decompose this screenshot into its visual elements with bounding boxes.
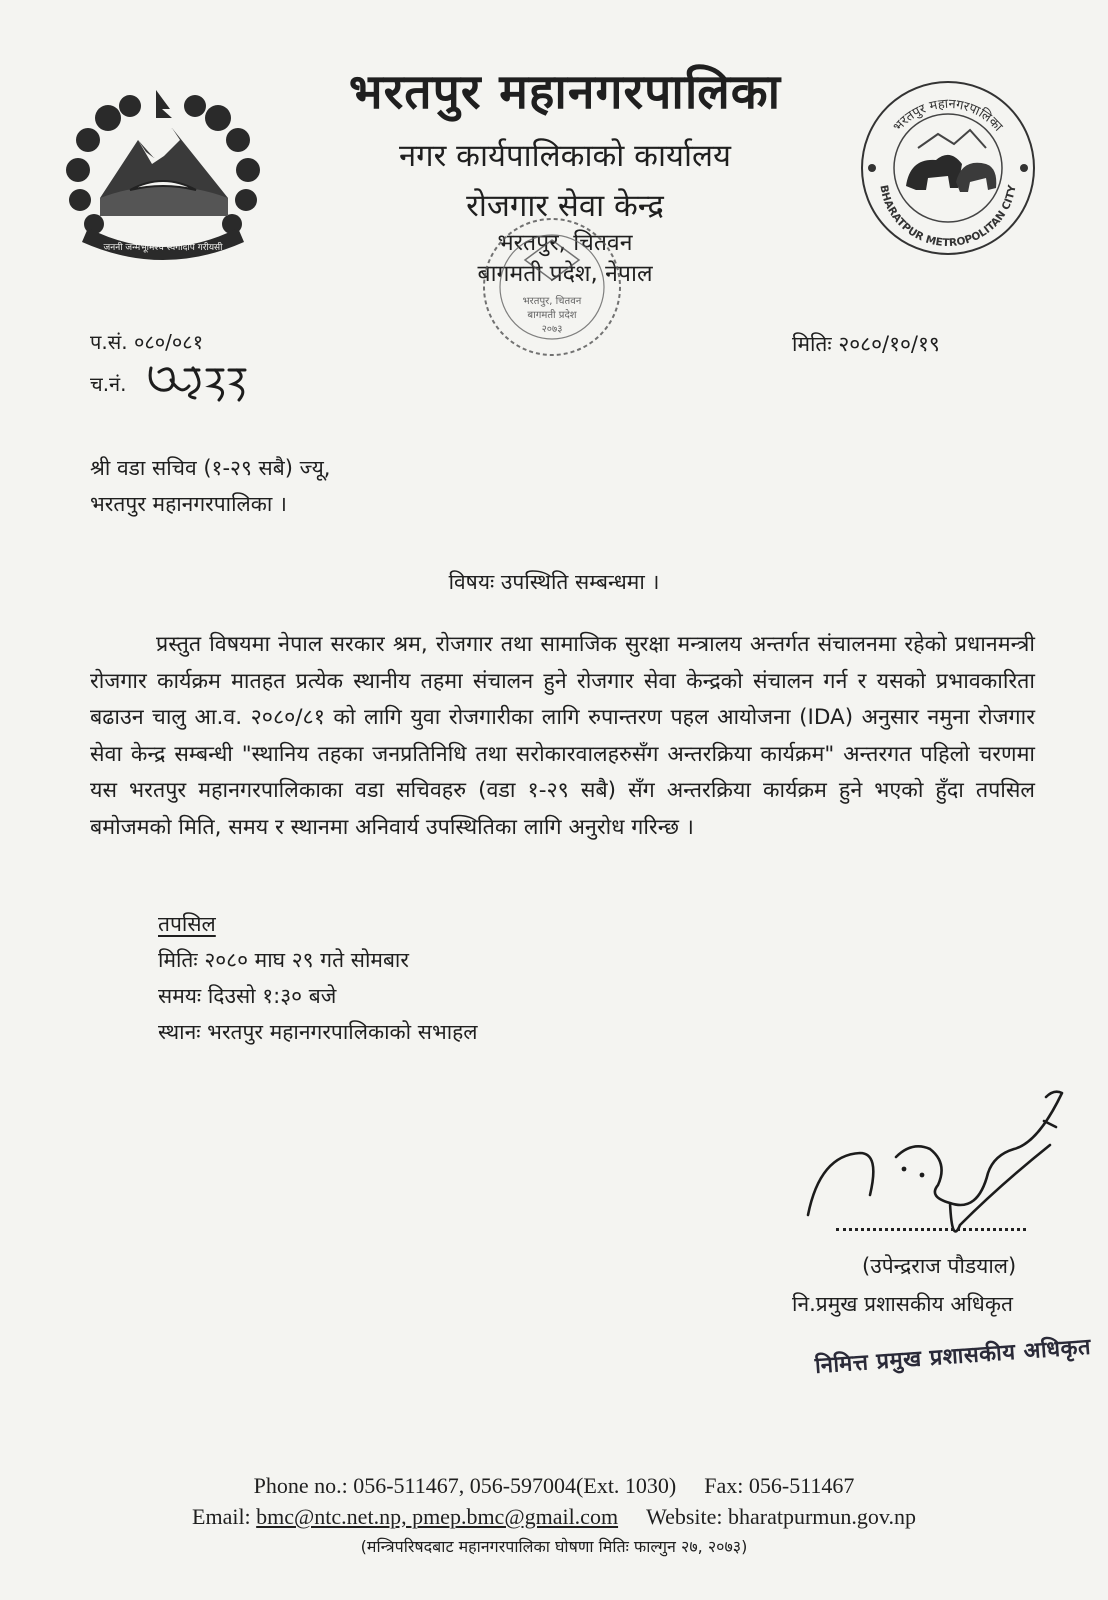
city-logo-text-top: भरतपुर महानगरपालिका — [890, 96, 1006, 135]
address-line-1: भरतपुर, चितवन — [497, 230, 633, 256]
organization-name: भरतपुर महानगरपालिका — [348, 64, 782, 120]
svg-text:भरतपुर महानगरपालिका — [891, 97, 1006, 135]
letter-body: प्रस्तुत विषयमा नेपाल सरकार श्रम, रोजगार तथा सामाजिक सुरक्षा मन्त्रालय अन्तर्गत संचालनमा रहेको प्रधानमन्त्री रोजगार कार्यक्रम मातहत प्रत्येक स्थानीय तहमा संचालन हुने रोजगार सेवा केन्द्रको संचालन गर्न र यसको प्रभावकारिता बढाउन चालु आ.व. २०८०/८१ को लागि युवा रोजगारीका लागि रुपान्तरण पहल आयोजना (IDA) अनुसार नमुना रोजगार सेवा केन्द्र सम्बन्धी "स्थानिय तहका जनप्रतिनिधि तथा सरोकारवालहरुसँग अन्तरक्रिया कार्यक्रम" अन्तरगत पहिलो चरणमा यस भरतपुर महानगरपालिकाका वडा सचिवहरु (वडा १-२९ सबै) सँग अन्तरक्रिया कार्यक्रम हुने भएको हुँदा तपसिल बमोजमको मिति, समय र स्थानमा अनिवार्य उपस्थितिका लागि अनुरोध गरिन्छ । — [90, 632, 1035, 840]
footer-website[interactable]: Website: bharatpurmun.gov.np — [646, 1504, 916, 1529]
footer-email-label: Email: — [192, 1504, 251, 1529]
centre-name: रोजगार सेवा केन्द्र — [466, 188, 664, 224]
recipient-block — [90, 450, 330, 522]
emblem-motto: जननी जन्मभूमिश्च स्वर्गादपि गरीयसी — [103, 243, 223, 253]
letter-subject: विषयः उपस्थिति सम्बन्धमा । — [448, 570, 660, 594]
footer-phone: Phone no.: 056-511467, 056-597004(Ext. 1030) — [253, 1473, 677, 1498]
footer-contact-line — [0, 1470, 1108, 1501]
dispatch-number-label: च.नं. — [90, 372, 127, 396]
city-logo-text-bottom: BHARATPUR METROPOLITAN CITY — [877, 184, 1019, 250]
footer — [0, 1470, 1108, 1562]
footer-fax: Fax: 056-511467 — [704, 1473, 855, 1498]
footer-email-link[interactable]: bmc@ntc.net.np, pmep.bmc@gmail.com — [256, 1504, 619, 1529]
signature-line — [836, 1228, 1026, 1231]
svg-text:भरतपुर, चितवन: भरतपुर, चितवन — [522, 296, 582, 307]
details-venue: स्थानः भरतपुर महानगरपालिकाको सभाहल — [158, 1020, 478, 1044]
svg-text:बागमती प्रदेश: बागमती प्रदेश — [527, 310, 577, 321]
signatory-designation: नि.प्रमुख प्रशासकीय अधिकृत — [792, 1292, 1013, 1316]
designation-rubber-stamp: निमित्त प्रमुख प्रशासकीय अधिकृत — [814, 1334, 1092, 1379]
recipient-line-1: श्री वडा सचिव (१-२९ सबै) ज्यू, — [90, 456, 331, 480]
address-line-2: बागमती प्रदेश, नेपाल — [477, 261, 653, 287]
letter-reference-number: प.सं. ०८०/०८१ — [90, 330, 204, 354]
office-name: नगर कार्यपालिकाको कार्यालय — [398, 138, 732, 174]
footer-web-line — [0, 1501, 1108, 1532]
details-title: तपसिल — [158, 912, 216, 936]
details-block — [158, 906, 478, 1050]
details-time: समयः दिउसो १:३० बजे — [158, 984, 337, 1008]
letter-date: मितिः २०८०/१०/१९ — [792, 332, 940, 356]
svg-text:२०७३: २०७३ — [541, 324, 563, 335]
office-seal-stamp — [465, 200, 640, 375]
recipient-line-2: भरतपुर महानगरपालिका । — [90, 492, 287, 516]
signatory-name: (उपेन्द्रराज पौडयाल) — [862, 1254, 1017, 1278]
footer-declaration-note: (मन्त्रिपरिषदबाट महानगरपालिका घोषणा मितिः फाल्गुन २७, २०७३) — [360, 1537, 748, 1556]
details-date: मितिः २०८० माघ २९ गते सोमबार — [158, 948, 409, 972]
handwritten-signature — [800, 1085, 1090, 1245]
handwritten-dispatch-number — [145, 356, 250, 404]
bharatpur-city-logo-icon — [858, 78, 1038, 258]
nepal-emblem-icon — [60, 78, 266, 268]
